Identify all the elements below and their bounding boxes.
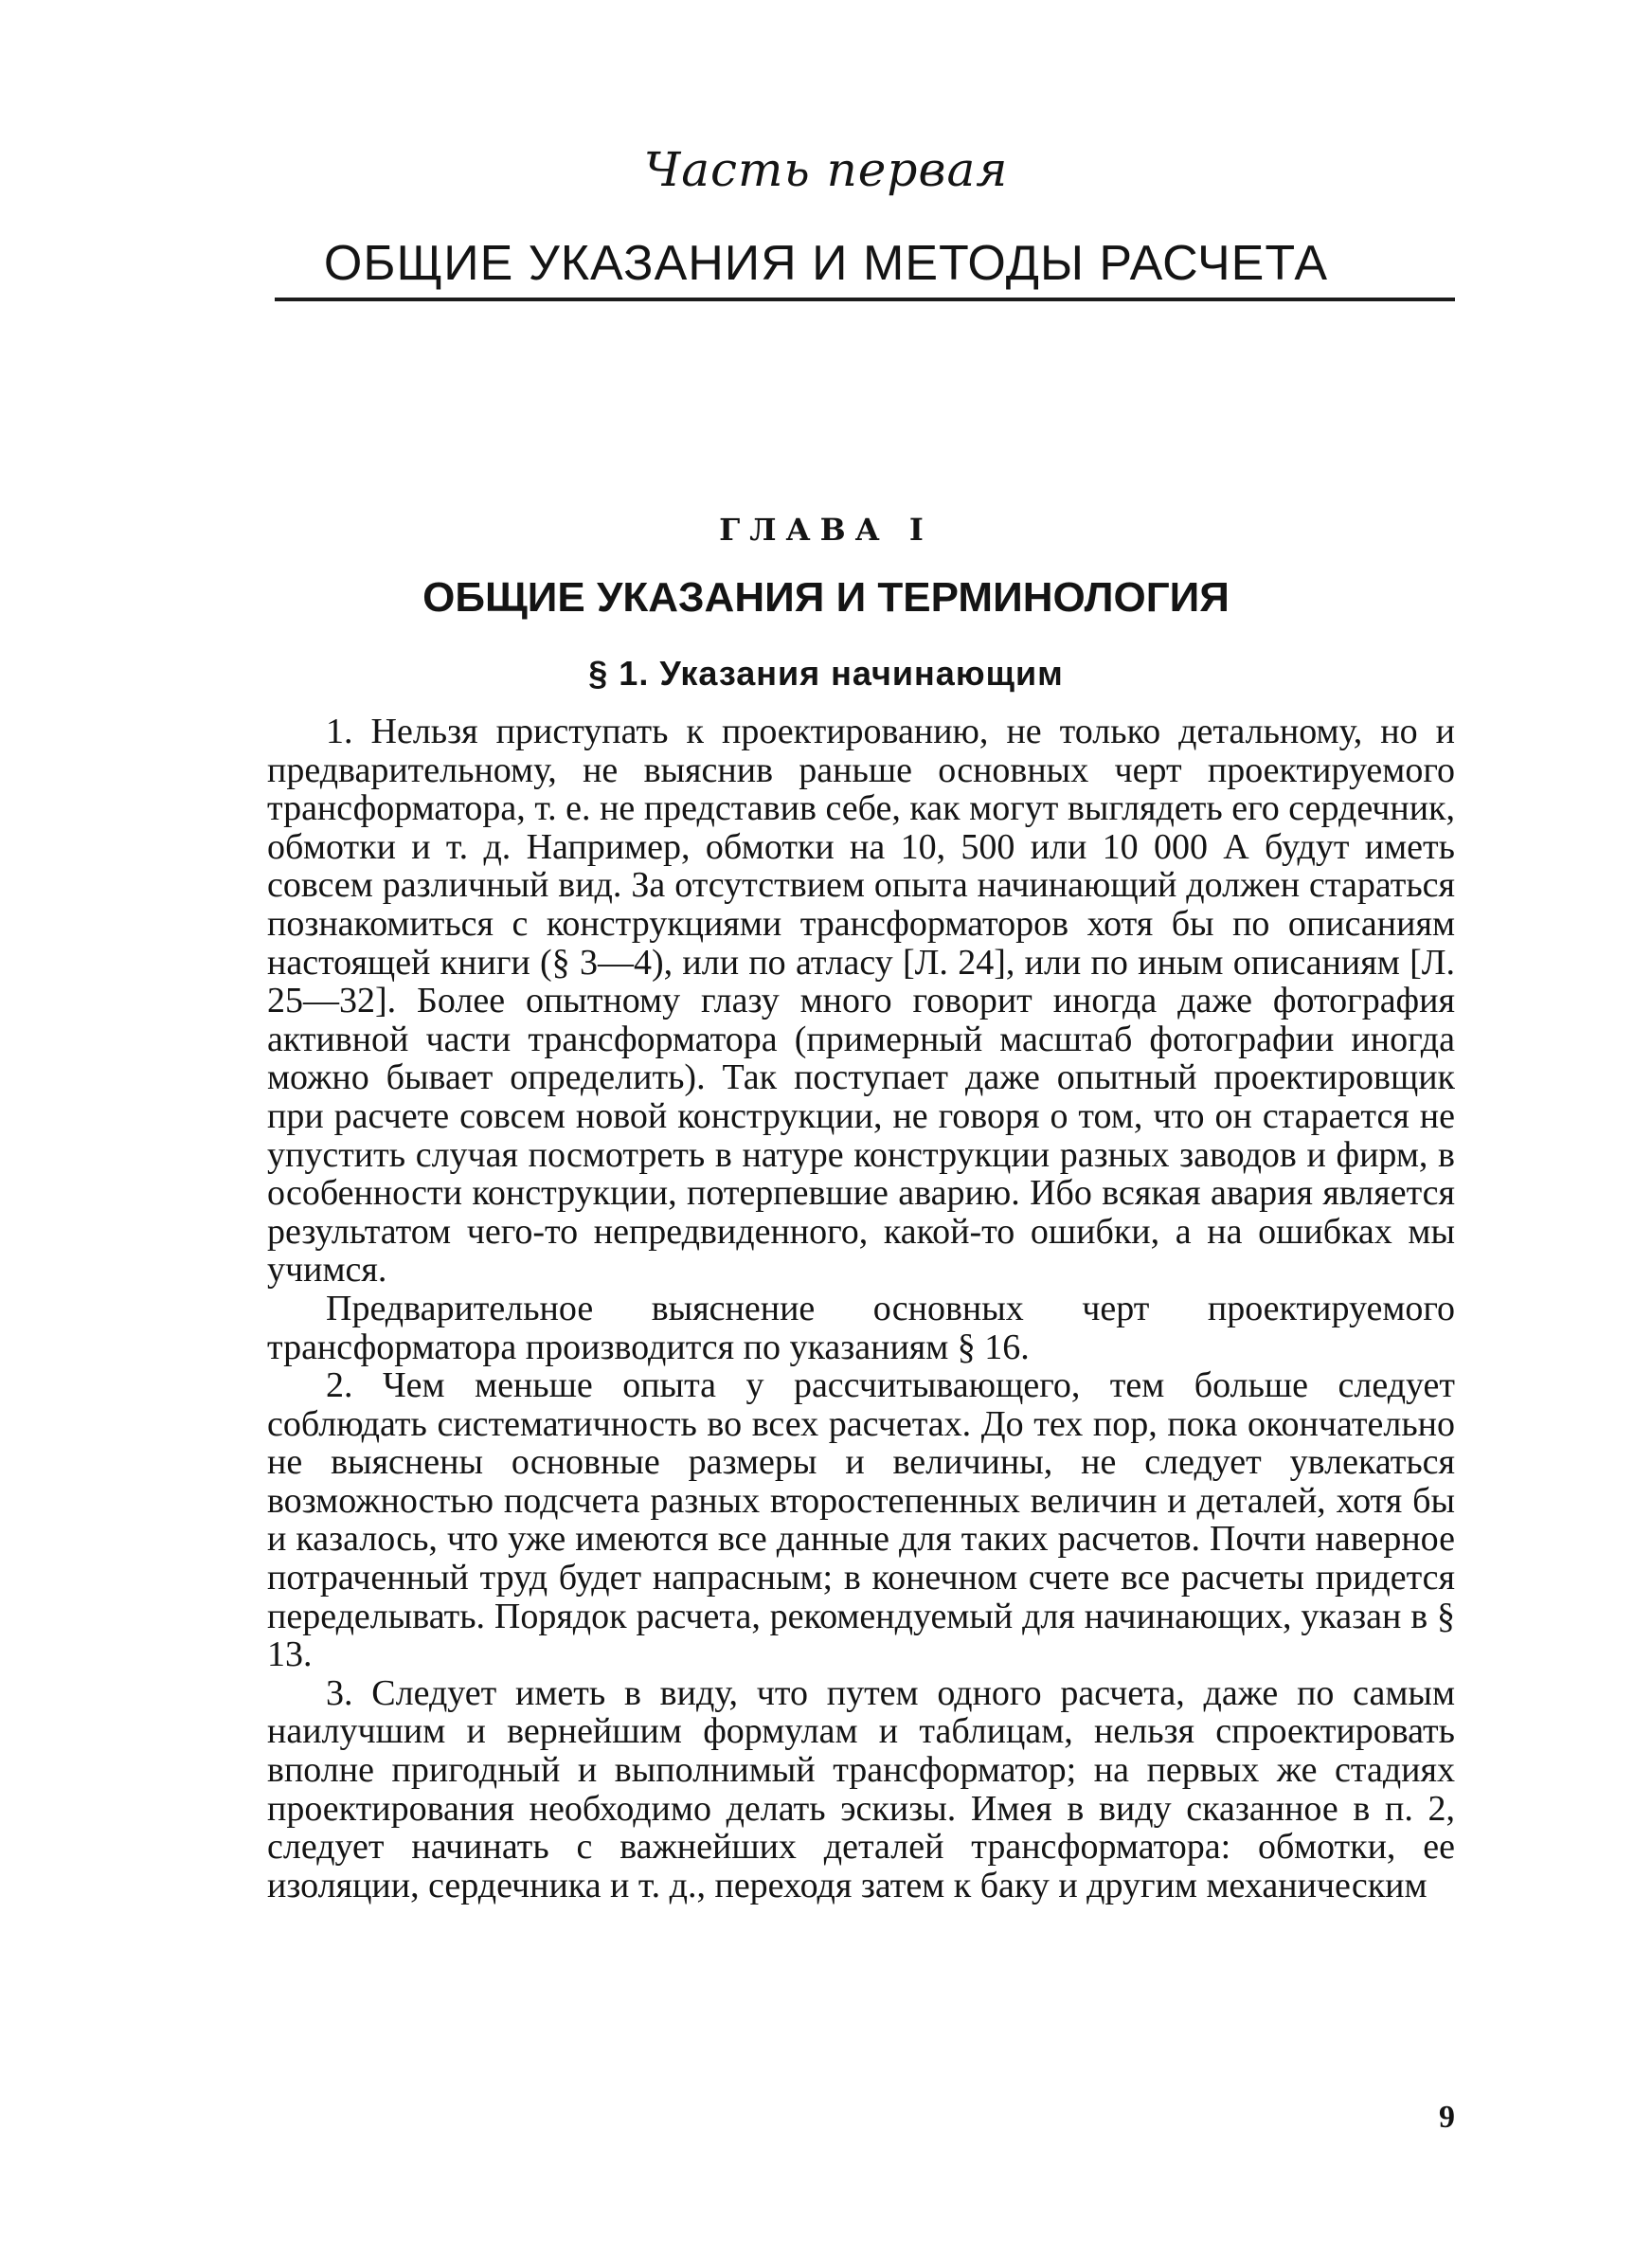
section-title: § 1. Указания начинающим [588,654,1064,693]
paragraph-4: 3. Следует иметь в виду, что путем одного расчета, даже по самым наилучшим и вернейшим формулам и таблицам, нельзя спроектировать вполне пригодный и выполнимый трансформатор; на первых же стадиях проектирования необходимо делать эскизы. Имея в виду сказанное в п. 2, следует начинать с важнейших деталей трансформатора: обмотки, ее изоляции, сердечника и т. д., переходя затем к баку и другим механическим [267,1672,1455,1905]
page-number: 9 [1439,2100,1455,2135]
part-title: Часть первая [643,142,1009,197]
part-underline-rule [275,298,1455,301]
chapter-title: ОБЩИЕ УКАЗАНИЯ И ТЕРМИНОЛОГИЯ [422,574,1230,621]
part-subtitle: ОБЩИЕ УКАЗАНИЯ И МЕТОДЫ РАСЧЕТА [323,236,1329,291]
paragraph-1: 1. Нельзя приступать к проектированию, не только детальному, но и предварительному, не выяснив раньше основных черт проектируемого трансформатора, т. е. не представив себе, как могут выглядеть его сердечник, обмотки и т. д. Например, обмотки на 10, 500 или 10 000 А будут иметь совсем различный вид. За отсутствием опыта начинающий должен стараться познакомиться с конструкциями трансформаторов хотя бы по описаниям настоящей книги (§ 3—4), или по атласу [Л. 24], или по иным описаниям [Л. 25—32]. Более опытному глазу много говорит иногда даже фотография активной части трансформатора (примерный масштаб фотографии иногда можно бывает определить). Так поступает даже опытный проектировщик при расчете совсем новой конструкции, не говоря о том, что он старается не упустить случая посмотреть в натуре конструкции разных заводов и фирм, в особенности конструкции, потерпевшие аварию. Ибо всякая авария является результатом чего-то непредвиденного, какой-то ошибки, а на ошибках мы учимся. [267,712,1455,1291]
body-text [267,713,1455,1905]
paragraph-3: 2. Чем меньше опыта у рассчитывающего, тем больше следует соблюдать систематичность во всех расчетах. До тех пор, пока окончательно не выяснены основные размеры и величины, не следует увлекаться возможностью подсчета разных второстепенных величин и деталей, хотя бы и казалось, что уже имеются все данные для таких расчетов. Почти наверное потраченный труд будет напрасным; в конечном счете все расчеты придется переделывать. Порядок расчета, рекомендуемый для начинающих, указан в § 13. [267,1365,1455,1675]
paragraph-2: Предварительное выяснение основных черт проектируемого трансформатора производится по указаниям § 16. [267,1288,1455,1367]
chapter-label: ГЛАВА I [719,512,933,548]
